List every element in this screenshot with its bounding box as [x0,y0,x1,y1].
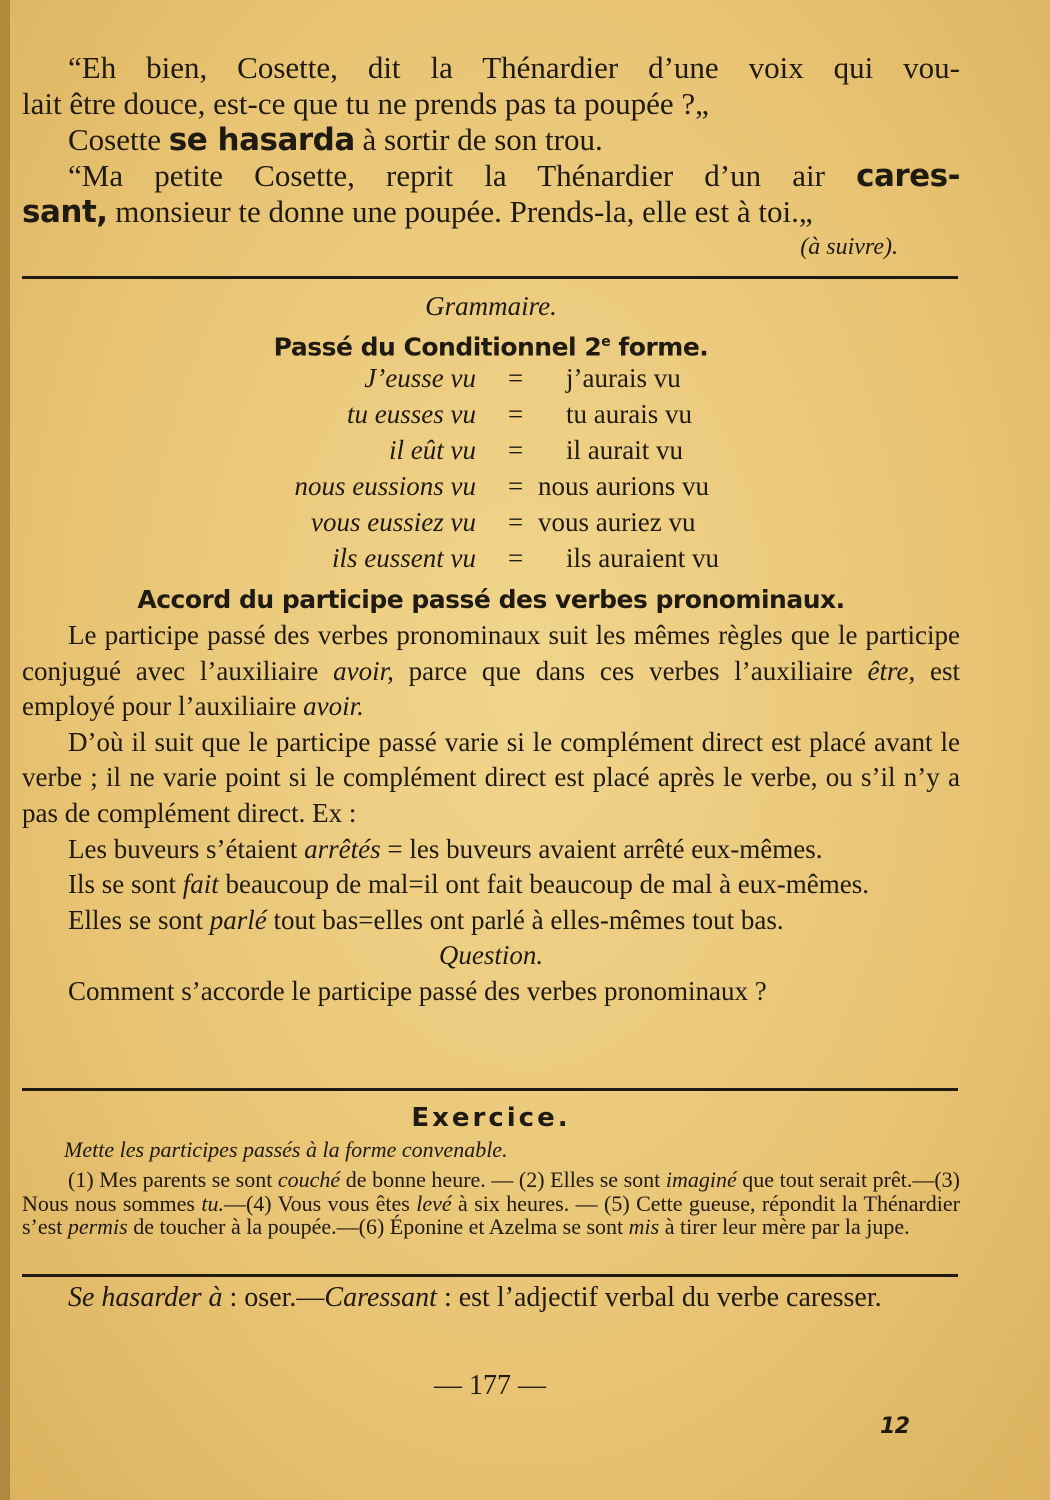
divider [22,1088,958,1091]
equals-sign: = [508,471,524,501]
story-line: “Ma petite Cosette, reprit la Thénardier d’un air cares- [68,158,960,194]
exercise-section [22,1100,960,1239]
bold-term: cares- [856,158,960,194]
question: Comment s’accorde le participe passé des verbes pronominaux ? [68,975,767,1006]
conjugation-form: il eût vu [389,435,476,465]
conjugation-form: J’eusse vu [364,363,476,393]
bold-term: se hasarda [168,122,355,158]
conjugation-equivalent: nous aurions vu [538,471,709,501]
conjugation-row [0,396,1050,432]
bold-term: sant, [22,194,108,230]
story-paragraph: Cosette se hasarda à sortir de son trou. [68,122,603,158]
example: Elles se sont parlé tout bas=elles ont parlé à elles-mêmes tout bas. [68,904,784,935]
example: Ils se sont fait beaucoup de mal=il ont fait beaucoup de mal à eux-mêmes. [68,869,870,900]
conjugation-table [0,360,1050,576]
exercise-sentences: (1) Mes parents se sont couché de bonne heure. — (2) Elles se sont imaginé que tout serait prêt.—(3) Nous nous sommes tu.—(4) Vous vous êtes levé à six heures. — (5) Cette gueuse, répondit la Thénardier s’est permis de toucher à la poupée.—(6) Éponine et Azelma se sont mis à tirer leur mère par la jupe. [22,1167,961,1239]
conjugation-row [0,468,1050,504]
conjugation-form: vous eussiez vu [311,507,476,537]
page-edge [0,0,10,1500]
divider [22,276,958,279]
conjugation-row [0,504,1050,540]
conjugation-equivalent: ils auraient vu [566,543,719,573]
conjugation-equivalent: j’aurais vu [566,363,681,393]
example: Les buveurs s’étaient arrêtés = les buveurs avaient arrêté eux-mêmes. [68,833,823,864]
accord-heading: Accord du participe passé des verbes pronominaux. [137,585,845,614]
conjugation-row [0,360,1050,396]
signature-number: 12 [880,1414,910,1439]
conjugation-form: nous eussions vu [294,471,476,501]
vocabulary-note: Se hasarder à : oser.—Caressant : est l’adjectif verbal du verbe caresser. [68,1282,882,1313]
exercise-heading: Exercice. [411,1103,571,1133]
story-line: “Eh bien, Cosette, dit la Thénardier d’une voix qui vou- [68,50,960,85]
divider [22,1274,958,1277]
rule-paragraph: Le participe passé des verbes pronominaux suit les mêmes règles que le participe conjugué avec l’auxiliaire avoir, parce que dans ces verbes l’auxiliaire être, est employé pour l’auxiliaire avoir. [22,620,960,722]
equals-sign: = [508,507,524,537]
equals-sign: = [508,399,524,429]
conjugation-form: tu eusses vu [347,399,476,429]
conjugation-equivalent: tu aurais vu [566,399,692,429]
story-block [22,50,960,264]
story-line: sant, monsieur te donne une poupée. Prends-la, elle est à toi.„ [22,194,813,230]
story-line: lait être douce, est-ce que tu ne prends pas ta poupée ?„ [22,86,709,121]
rule-paragraph: D’où il suit que le participe passé varie si le complément direct est placé avant le verbe ; il ne varie point si le complément direct est placé après le verbe, ou s’il n’y a pas de complément direct. Ex : [22,726,960,828]
conjugation-row [0,540,1050,576]
equals-sign: = [508,363,524,393]
grammar-section [22,288,960,365]
equals-sign: = [508,543,524,573]
equals-sign: = [508,435,524,465]
question-heading: Question. [438,940,544,971]
grammar-heading: Grammaire. [425,291,557,321]
to-follow: (à suivre). [800,234,898,260]
accord-section [22,582,960,1010]
page-number: — 177 — [434,1370,546,1401]
conjugation-equivalent: vous auriez vu [538,507,696,537]
conjugation-form: ils eussent vu [332,543,476,573]
conjugation-equivalent: il aurait vu [566,435,683,465]
conjugation-row [0,432,1050,468]
exercise-instruction: Mette les participes passés à la forme convenable. [64,1137,508,1162]
conditional-heading: Passé du Conditionnel 2e forme. [273,332,709,362]
